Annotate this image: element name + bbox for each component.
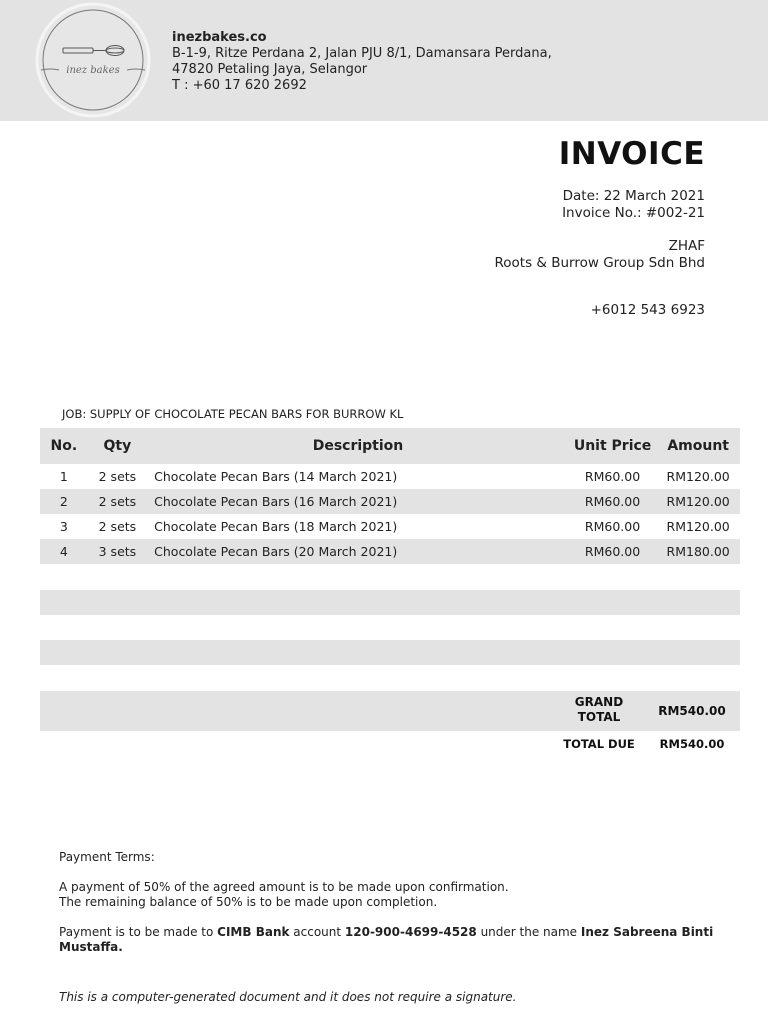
- cell-description: Chocolate Pecan Bars (16 March 2021): [147, 489, 569, 514]
- table-row: [40, 514, 740, 539]
- header-description: Description: [147, 428, 569, 464]
- pay-mid2: under the name: [476, 925, 581, 939]
- company-info: [172, 30, 552, 94]
- invoice-number: Invoice No.: #002-21: [562, 205, 705, 221]
- cell-amount: RM180.00: [656, 539, 740, 564]
- cell-unit-price: RM60.00: [569, 489, 656, 514]
- cell-description: Chocolate Pecan Bars (18 March 2021): [154, 519, 398, 534]
- cell-qty: 2 sets: [98, 469, 137, 484]
- company-phone: T : +60 17 620 2692: [172, 78, 307, 93]
- grand-total-label-line2: TOTAL: [577, 710, 621, 724]
- bank-name: CIMB Bank: [217, 925, 290, 939]
- terms-line2: The remaining balance of 50% is to be made upon completion.: [59, 895, 438, 909]
- pay-mid: account: [289, 925, 345, 939]
- grand-total-label: [558, 695, 640, 725]
- header-qty: Qty: [88, 428, 147, 464]
- cell-unit-price: RM60.00: [584, 469, 641, 484]
- cell-no: 2: [40, 489, 88, 514]
- company-name: inezbakes.co: [172, 30, 267, 45]
- grand-total-value: RM540.00: [658, 704, 726, 718]
- cell-description: Chocolate Pecan Bars (14 March 2021): [154, 469, 398, 484]
- client-company: Roots & Burrow Group Sdn Bhd: [494, 255, 705, 271]
- cell-qty: 2 sets: [88, 489, 147, 514]
- cell-description: Chocolate Pecan Bars (20 March 2021): [147, 539, 569, 564]
- table-row: [40, 539, 740, 564]
- header-amount: Amount: [656, 428, 740, 464]
- cell-qty: 3 sets: [88, 539, 147, 564]
- client-phone: +6012 543 6923: [590, 302, 705, 318]
- terms-line1: A payment of 50% of the agreed amount is to be made upon confirmation.: [59, 880, 509, 894]
- header-unit-price: Unit Price: [569, 428, 656, 464]
- cell-amount: RM120.00: [666, 469, 730, 484]
- payment-instructions: [59, 925, 764, 955]
- grand-total-label-line1: GRAND: [574, 695, 624, 709]
- job-description: JOB: SUPPLY OF CHOCOLATE PECAN BARS FOR BURROW KL: [62, 407, 404, 421]
- company-logo: [31, 2, 155, 118]
- empty-table-row: [40, 640, 740, 665]
- cell-no: 1: [59, 469, 68, 484]
- account-number: 120-900-4699-4528: [344, 925, 477, 939]
- footer-note: This is a computer-generated document and it does not require a signature.: [59, 990, 517, 1004]
- cell-no: 4: [40, 539, 88, 564]
- invoice-title: INVOICE: [558, 136, 705, 172]
- table-row: [40, 489, 740, 514]
- company-address-line2: 47820 Petaling Jaya, Selangor: [172, 62, 368, 77]
- total-due-label: TOTAL DUE: [563, 737, 635, 751]
- cell-qty: 2 sets: [98, 519, 137, 534]
- pay-prefix: Payment is to be made to: [59, 925, 218, 939]
- cell-unit-price: RM60.00: [569, 539, 656, 564]
- cell-unit-price: RM60.00: [584, 519, 641, 534]
- terms-heading: Payment Terms:: [59, 850, 155, 864]
- client-name: ZHAF: [668, 238, 705, 254]
- items-table: [40, 428, 740, 564]
- table-row: [40, 464, 740, 489]
- account-name: Inez Sabreena Binti Mustaffa.: [59, 925, 714, 954]
- table-header-row: [40, 428, 740, 464]
- invoice-meta: [495, 188, 705, 319]
- cell-amount: RM120.00: [666, 519, 730, 534]
- cell-no: 3: [59, 519, 68, 534]
- empty-table-row: [40, 590, 740, 615]
- header-no: No.: [40, 428, 88, 464]
- invoice-date: Date: 22 March 2021: [562, 188, 705, 204]
- logo-lettering: inez bakes: [66, 65, 120, 76]
- cell-amount: RM120.00: [656, 489, 740, 514]
- total-due-value: RM540.00: [659, 737, 725, 751]
- company-address-line1: B-1-9, Ritze Perdana 2, Jalan PJU 8/1, Damansara Perdana,: [172, 46, 552, 61]
- payment-terms: [59, 850, 764, 955]
